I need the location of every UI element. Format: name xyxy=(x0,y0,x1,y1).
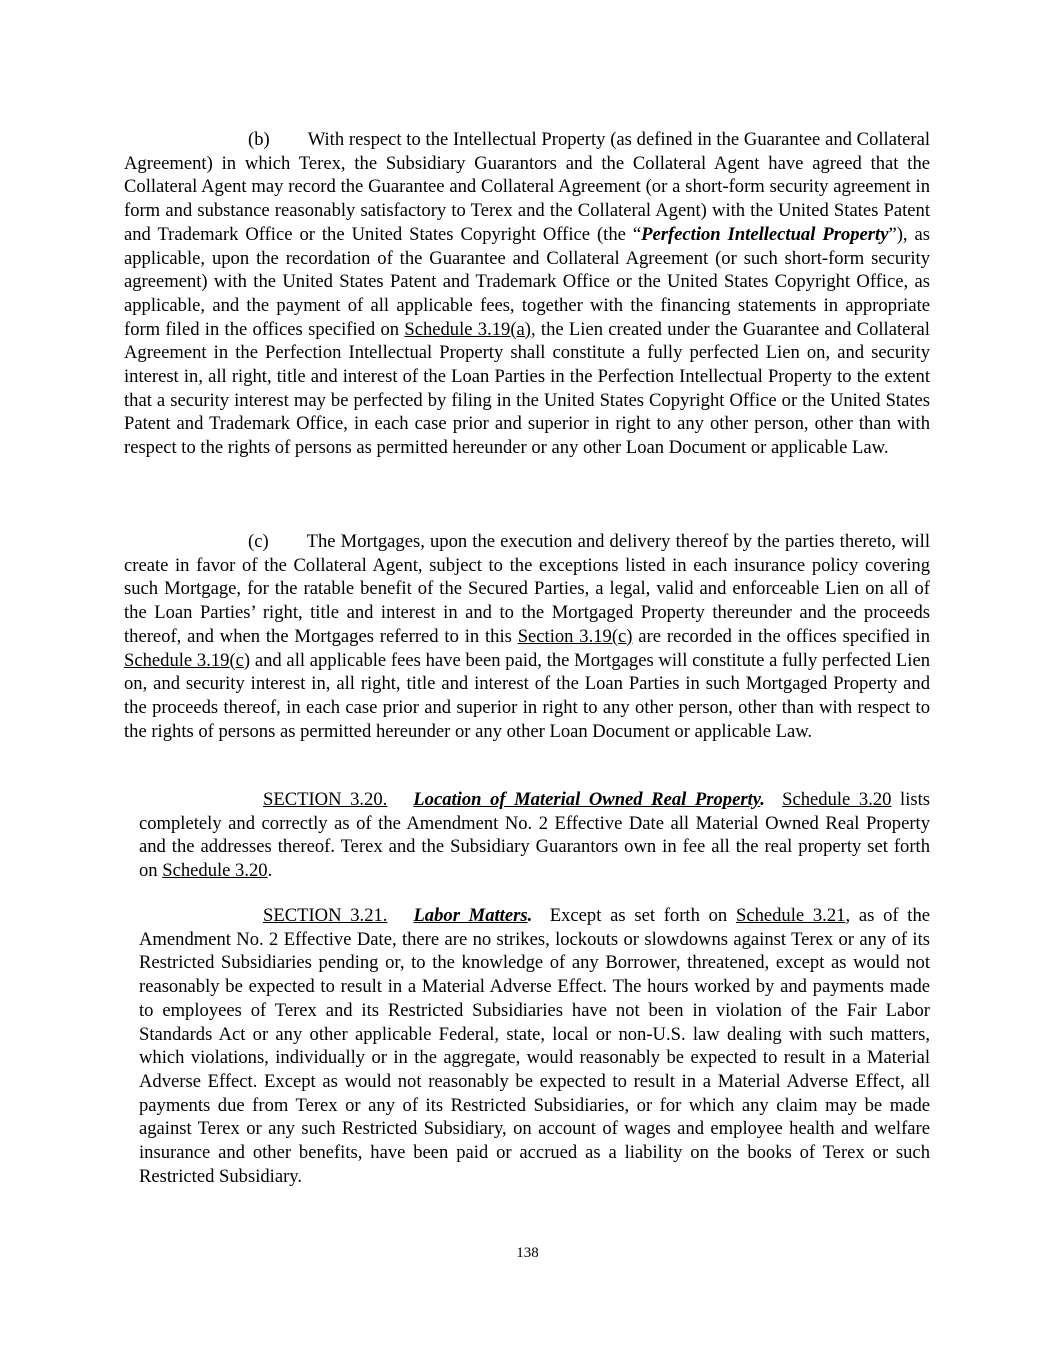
schedule-3-20-ref-2: Schedule 3.20 xyxy=(162,860,268,882)
section-3-21-title-period: . xyxy=(527,905,533,926)
page-number: 138 xyxy=(516,1245,539,1261)
section-3-21 xyxy=(139,904,930,1188)
paragraph-c-text-2: are recorded in the offices specified in xyxy=(632,625,930,647)
paragraph-b-text-1: With respect to the Intellectual Property (as defined in the Guarantee and Collateral Agreement) in which Terex, the Subsidiary Guarantors and the Collateral Agent have agreed that the Collateral Agent may record the Guarantee and Collateral Agreement (or a short-form security agreement in form and substance reasonably satisfactory to Terex and the Collateral Agent) with the United States Patent and Trademark Office or the United States Copyright Office (the “ xyxy=(124,129,930,245)
section-3-20-title-period: . xyxy=(760,789,765,810)
defined-term-perfection-ip: Perfection Intellectual Property xyxy=(641,223,889,245)
paragraph-b-label: (b) xyxy=(248,129,270,150)
section-3-21-number: SECTION 3.21. xyxy=(263,905,388,926)
section-3-21-title: Labor Matters xyxy=(413,905,528,926)
paragraph-c-text-1: The Mortgages, upon the execution and delivery thereof by the parties thereto, will create in favor of the Collateral Agent, subject to the exceptions listed in each insurance policy covering such Mortgage, for the ratable benefit of the Secured Parties, a legal, valid and enforceable Lien on all of the Loan Parties’ right, title and interest in and to the Mortgaged Property thereunder and the proceeds thereof, and when the Mortgages referred to in this xyxy=(124,531,930,647)
paragraph-b-text-2: ”), as applicable, upon the recordation of the Guarantee and Collateral Agreement (or such short-form security agreement) with the United States Patent and Trademark Office or the United States Copyright Office, as applicable, and the payment of all applicable fees, together with the financing statements in appropriate form filed in the offices specified on xyxy=(124,223,930,340)
schedule-3-19a-ref: Schedule 3.19(a) xyxy=(404,318,531,340)
schedule-3-19c-ref: Schedule 3.19(c) xyxy=(124,649,251,671)
section-3-20-text-1: lists completely and correctly as of the Amendment No. 2 Effective Date all Material Owned Real Property and the addresses thereof. Terex and the Subsidiary Guarantors own in fee all the real property set forth on xyxy=(139,789,931,882)
section-3-21-text-2: , as of the Amendment No. 2 Effective Date, there are no strikes, lockouts or slowdowns against Terex or any of its Restricted Subsidiaries pending or, to the knowledge of any Borrower, threatened, except as would not reasonably be expected to result in a Material Adverse Effect. The hours worked by and payments made to employees of Terex and its Restricted Subsidiaries have not been in violation of the Fair Labor Standards Act or any other applicable Federal, state, local or non-U.S. law dealing with such matters, which violations, individually or in the aggregate, would reasonably be expected to result in a Material Adverse Effect. Except as would not reasonably be expected to result in a Material Adverse Effect, all payments due from Terex or any of its Restricted Subsidiaries, or for which any claim may be made against Terex or any such Restricted Subsidiary, on account of wages and employee health and welfare insurance and other benefits, have been paid or accrued as a liability on the books of Terex or such Restricted Subsidiary. xyxy=(139,905,931,1187)
paragraph-b xyxy=(124,128,930,460)
paragraph-c-label: (c) xyxy=(248,531,269,552)
schedule-3-20-ref: Schedule 3.20 xyxy=(782,789,892,810)
paragraph-c xyxy=(124,530,930,743)
section-3-20-number: SECTION 3.20. xyxy=(263,789,388,810)
paragraph-c-text-3: and all applicable fees have been paid, the Mortgages will constitute a fully perfected Lien on, and security interest in, all right, title and interest of the Loan Parties in such Mortgaged Property and the proceeds thereof, in each case prior and superior in right to any other person, other than with respect to the rights of persons as permitted hereunder or any other Loan Document or applicable Law. xyxy=(124,649,930,742)
section-3-19c-ref: Section 3.19(c) xyxy=(517,625,633,647)
section-3-20-text-2: . xyxy=(267,860,273,882)
paragraph-b-text-3: , the Lien created under the Guarantee and Collateral Agreement in the Perfection Intellectual Property shall constitute a fully perfected Lien on, and security interest in, all right, title and interest of the Loan Parties in the Perfection Intellectual Property to the extent that a security interest may be perfected by filing in the United States Copyright Office or the United States Patent and Trademark Office, in each case prior and superior in right to any other person, other than with respect to the rights of persons as permitted hereunder or any other Loan Document or applicable Law. xyxy=(124,318,930,459)
section-3-21-text-1: Except as set forth on xyxy=(549,905,736,926)
schedule-3-21-ref: Schedule 3.21 xyxy=(735,905,846,926)
section-3-20 xyxy=(139,788,930,883)
section-3-20-title: Location of Material Owned Real Property xyxy=(413,789,761,810)
